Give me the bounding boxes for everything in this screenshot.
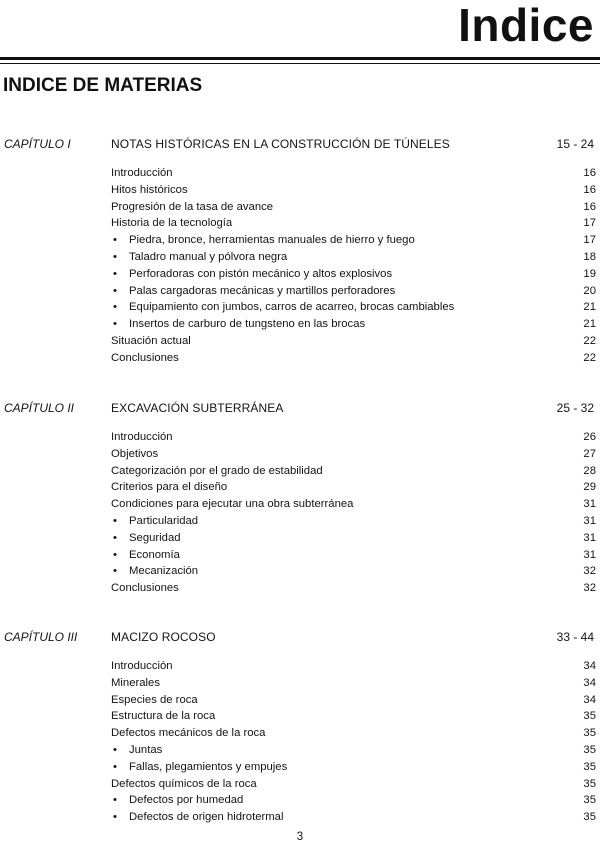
chapter-title: MACIZO ROCOSO [111,630,216,644]
entry-text: • Mecanización [113,565,198,577]
chapter-heading [0,630,600,652]
chapter-label: CAPÍTULO III [4,630,78,644]
toc-entry[interactable] [0,481,600,498]
toc-entry[interactable] [0,498,600,515]
entry-text: • Seguridad [113,532,181,544]
entry-text: Progresión de la tasa de avance [111,200,274,213]
toc-entry[interactable] [0,710,600,727]
chapter-entries [0,660,600,828]
toc-subentry[interactable] [0,565,600,582]
entry-page: 35 [583,777,596,790]
entry-text: Condiciones para ejecutar una obra subterránea [111,498,354,511]
entry-text: • Economía [113,549,180,561]
entry-page: 35 [583,743,596,756]
chapter-pages: 25 - 32 [556,401,594,415]
entry-page: 17 [583,234,596,247]
toc-subentry[interactable] [0,251,600,268]
entry-text: Categorización por el grado de estabilidad [111,464,323,477]
chapter-title: EXCAVACIÓN SUBTERRÁNEA [111,401,284,415]
entry-text: Introducción [111,431,173,443]
entry-page: 16 [583,167,596,179]
toc-entry[interactable] [0,465,600,482]
toc-entry[interactable] [0,167,600,184]
entry-page: 31 [583,531,596,544]
chapter-2 [0,401,600,599]
entry-page: 21 [583,301,596,314]
entry-page: 35 [583,710,596,723]
toc-entry[interactable] [0,448,600,465]
entry-page: 18 [583,250,596,263]
entry-text: • Taladro manual y pólvora negra [113,251,287,263]
toc-subentry[interactable] [0,549,600,566]
entry-page: 34 [583,693,596,706]
entry-text: Hitos históricos [111,183,188,196]
toc-subentry[interactable] [0,794,600,811]
entry-text: Historia de la tecnología [111,217,233,230]
entry-text: • Fallas, plegamientos y empujes [113,761,287,773]
entry-page: 31 [583,548,596,561]
entry-text: • Insertos de carburo de tungsteno en las brocas [113,318,365,330]
entry-text: Conclusiones [111,582,179,595]
entry-page: 22 [583,351,596,364]
entry-page: 35 [583,727,596,740]
toc-entry[interactable] [0,660,600,677]
toc-subentry[interactable] [0,744,600,761]
entry-page: 35 [583,760,596,773]
toc-entry[interactable] [0,677,600,694]
entry-page: 22 [583,334,596,347]
entry-page: 35 [583,794,596,807]
chapter-heading [0,137,600,159]
entry-text: Minerales [111,676,160,689]
toc-entry[interactable] [0,217,600,234]
toc-subentry[interactable] [0,285,600,302]
toc-entry[interactable] [0,335,600,352]
toc-subentry[interactable] [0,318,600,335]
toc-entry[interactable] [0,694,600,711]
toc-entry[interactable] [0,431,600,448]
section-title: INDICE DE MATERIAS [3,75,203,96]
entry-text: • Defectos por humedad [113,794,243,806]
entry-text: Conclusiones [111,351,179,364]
toc-entry[interactable] [0,352,600,369]
entry-text: Introducción [111,660,173,672]
page-title: Indice [458,0,594,51]
entry-text: Estructura de la roca [111,710,216,723]
entry-text: • Piedra, bronce, herramientas manuales de hierro y fuego [113,234,415,246]
toc-subentry[interactable] [0,515,600,532]
entry-page: 16 [583,183,596,196]
toc-entry[interactable] [0,184,600,201]
entry-page: 27 [583,447,596,460]
toc-entry[interactable] [0,201,600,218]
toc-subentry[interactable] [0,268,600,285]
entry-text: • Perforadoras con pistón mecánico y altos explosivos [113,268,392,280]
entry-text: Criterios para el diseño [111,481,228,494]
entry-page: 16 [583,200,596,213]
header-rule-thin [0,63,600,64]
entry-page: 28 [583,464,596,477]
toc-entry[interactable] [0,727,600,744]
entry-page: 17 [583,217,596,230]
entry-text: • Palas cargadoras mecánicas y martillos perforadores [113,285,395,297]
entry-text: • Juntas [113,744,162,756]
entry-page: 31 [583,498,596,511]
toc-subentry[interactable] [0,301,600,318]
page-number: 3 [296,831,304,843]
chapter-pages: 33 - 44 [556,630,594,644]
entry-text: • Defectos de origen hidrotermal [113,811,283,823]
entry-page: 29 [583,481,596,494]
chapter-pages: 15 - 24 [556,137,594,151]
entry-text: Defectos químicos de la roca [111,777,257,790]
chapter-1 [0,137,600,369]
toc-subentry[interactable] [0,234,600,251]
toc-subentry[interactable] [0,811,600,828]
entry-text: Objetivos [111,447,159,460]
toc-subentry[interactable] [0,761,600,778]
toc-entry[interactable] [0,778,600,795]
entry-text: Defectos mecánicos de la roca [111,727,266,740]
entry-page: 32 [583,582,596,595]
entry-page: 26 [583,431,596,443]
entry-page: 31 [583,514,596,527]
header-rule-thick [0,57,600,60]
toc-entry[interactable] [0,582,600,599]
entry-page: 32 [583,565,596,578]
chapter-entries [0,431,600,599]
entry-text: Especies de roca [111,693,198,706]
entry-page: 35 [583,811,596,824]
chapter-label: CAPÍTULO I [4,137,71,151]
chapter-entries [0,167,600,369]
entry-page: 34 [583,676,596,689]
entry-text: • Particularidad [113,515,198,527]
entry-page: 21 [583,318,596,331]
chapter-label: CAPÍTULO II [4,401,75,415]
chapter-heading [0,401,600,423]
toc-subentry[interactable] [0,532,600,549]
chapter-3 [0,630,600,828]
entry-page: 19 [583,267,596,280]
chapter-title: NOTAS HISTÓRICAS EN LA CONSTRUCCIÓN DE TÚNELES [111,137,450,151]
entry-text: Introducción [111,167,173,179]
entry-text: • Equipamiento con jumbos, carros de acarreo, brocas cambiables [113,301,454,313]
entry-page: 34 [583,660,596,672]
entry-page: 20 [583,284,596,297]
entry-text: Situación actual [111,334,191,347]
